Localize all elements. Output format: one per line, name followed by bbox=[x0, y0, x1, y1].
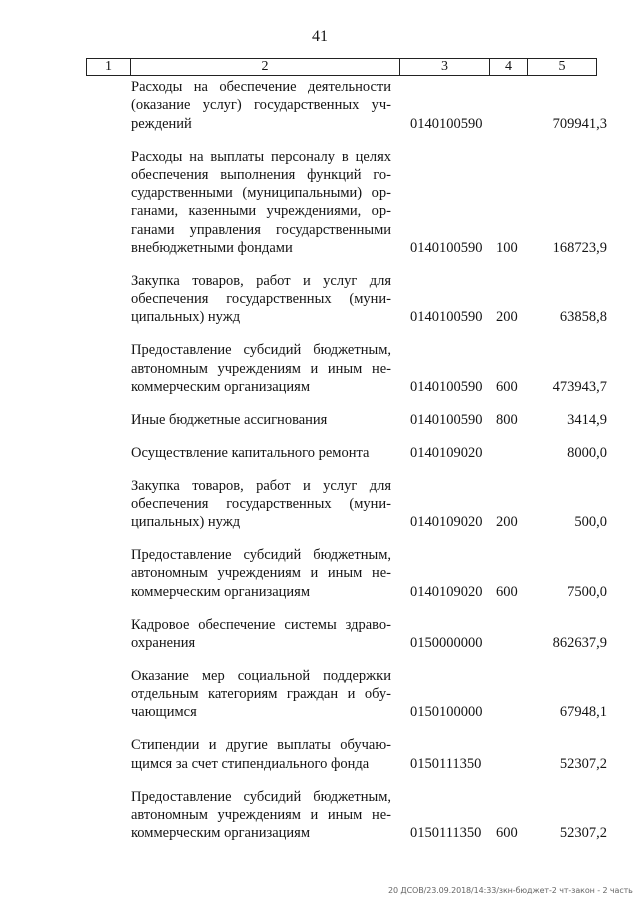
row-amount: 862637,9 bbox=[552, 634, 607, 651]
row-code: 0150000000 bbox=[410, 634, 483, 651]
row-description-line: реждений bbox=[131, 115, 192, 132]
row-description-line: охранения bbox=[131, 634, 196, 651]
column-header-5: 5 bbox=[528, 59, 597, 76]
row-description bbox=[131, 148, 391, 258]
row-description-line: чающимся bbox=[131, 704, 197, 721]
row-amount: 473943,7 bbox=[552, 378, 607, 395]
row-expense-type: 800 bbox=[496, 411, 518, 428]
row-description-line: внебюджетными фондами bbox=[131, 239, 293, 256]
row-description-line: ципальных) нужд bbox=[131, 309, 241, 326]
row-description-line: (оказание услуг) государственных уч- bbox=[131, 97, 391, 114]
row-description-line: обеспечения выполнения функций го- bbox=[131, 166, 391, 183]
row-description bbox=[131, 477, 391, 532]
row-code: 0140100590 bbox=[410, 240, 483, 256]
row-description-line: Предоставление субсидий бюджетным, bbox=[131, 788, 391, 805]
row-code: 0140100590 bbox=[410, 115, 483, 132]
page-number: 41 bbox=[312, 28, 328, 45]
row-description-line: обеспечения государственных (муни- bbox=[131, 291, 391, 308]
row-code: 0140109020 bbox=[410, 444, 483, 461]
row-description bbox=[131, 78, 391, 133]
row-description-line: ганами управления государственными bbox=[131, 221, 391, 238]
row-description-line: Закупка товаров, работ и услуг для bbox=[131, 272, 391, 289]
row-amount: 168723,9 bbox=[552, 240, 607, 256]
row-description-line: ганами, казенными учреждениями, ор- bbox=[131, 203, 391, 220]
row-code: 0140109020 bbox=[410, 514, 483, 531]
row-expense-type: 600 bbox=[496, 378, 518, 395]
row-expense-type: 600 bbox=[496, 583, 518, 600]
row-expense-type: 200 bbox=[496, 514, 518, 531]
row-description bbox=[131, 272, 391, 327]
row-code: 0150111350 bbox=[410, 825, 482, 842]
row-amount: 63858,8 bbox=[559, 309, 607, 326]
row-description bbox=[131, 341, 391, 396]
row-description-line: автономным учреждениям и иным не- bbox=[131, 360, 391, 377]
row-expense-type: 600 bbox=[496, 825, 518, 842]
row-description bbox=[131, 788, 391, 843]
row-amount: 8000,0 bbox=[567, 444, 607, 461]
row-description-line: автономным учреждениям и иным не- bbox=[131, 806, 391, 823]
column-header-1: 1 bbox=[87, 59, 131, 76]
row-code: 0150111350 bbox=[410, 755, 482, 772]
row-description bbox=[131, 546, 391, 601]
row-amount: 7500,0 bbox=[567, 583, 607, 600]
column-header-row bbox=[87, 59, 597, 76]
row-code: 0140100590 bbox=[410, 411, 483, 428]
row-description bbox=[131, 736, 391, 773]
footer-stamp: 20 ДСОВ/23.09.2018/14:33/зкн-бюджет-2 чт-закон - 2 часть bbox=[388, 886, 633, 895]
row-description-line: ципальных) нужд bbox=[131, 514, 241, 531]
row-amount: 3414,9 bbox=[567, 411, 607, 428]
row-description-line: автономным учреждениям и иным не- bbox=[131, 565, 391, 582]
row-description-line: сударственными (муниципальными) ор- bbox=[131, 185, 391, 202]
row-description-line: коммерческим организациям bbox=[131, 378, 311, 395]
row-description-line: коммерческим организациям bbox=[131, 825, 311, 842]
row-description-line: Расходы на обеспечение деятельности bbox=[131, 79, 391, 95]
row-amount: 500,0 bbox=[574, 514, 607, 531]
row-description-line: Стипендии и другие выплаты обучаю- bbox=[131, 737, 391, 754]
column-header-table bbox=[86, 58, 597, 76]
row-description-line: Иные бюджетные ассигнования bbox=[131, 411, 328, 428]
row-description bbox=[131, 616, 391, 653]
row-code: 0140100590 bbox=[410, 309, 483, 326]
row-expense-type: 100 bbox=[496, 240, 518, 256]
row-description-line: Расходы на выплаты персоналу в целях bbox=[131, 148, 391, 165]
row-description-line: обеспечения государственных (муни- bbox=[131, 495, 391, 512]
row-code: 0150100000 bbox=[410, 704, 483, 721]
row-description-line: Предоставление субсидий бюджетным, bbox=[131, 342, 391, 359]
row-amount: 52307,2 bbox=[559, 825, 607, 842]
row-amount: 67948,1 bbox=[559, 704, 607, 721]
row-description-line: Кадровое обеспечение системы здраво- bbox=[131, 616, 391, 633]
row-description-line: Оказание мер социальной поддержки bbox=[131, 667, 391, 684]
row-description bbox=[131, 411, 391, 429]
row-code: 0140100590 bbox=[410, 378, 483, 395]
row-description-line: Закупка товаров, работ и услуг для bbox=[131, 477, 391, 494]
row-expense-type: 200 bbox=[496, 309, 518, 326]
column-header-2: 2 bbox=[131, 59, 400, 76]
row-description-line: Предоставление субсидий бюджетным, bbox=[131, 547, 391, 564]
row-code: 0140109020 bbox=[410, 583, 483, 600]
row-description-line: щимся за счет стипендиального фонда bbox=[131, 755, 370, 772]
row-amount: 52307,2 bbox=[559, 755, 607, 772]
column-header-3: 3 bbox=[400, 59, 490, 76]
row-description-line: отдельным категориям граждан и обу- bbox=[131, 686, 391, 703]
row-description bbox=[131, 667, 391, 722]
row-description-line: Осуществление капитального ремонта bbox=[131, 444, 370, 461]
row-description bbox=[131, 444, 391, 462]
row-amount: 709941,3 bbox=[552, 115, 607, 132]
row-description-line: коммерческим организациям bbox=[131, 583, 311, 600]
column-header-4: 4 bbox=[490, 59, 528, 76]
